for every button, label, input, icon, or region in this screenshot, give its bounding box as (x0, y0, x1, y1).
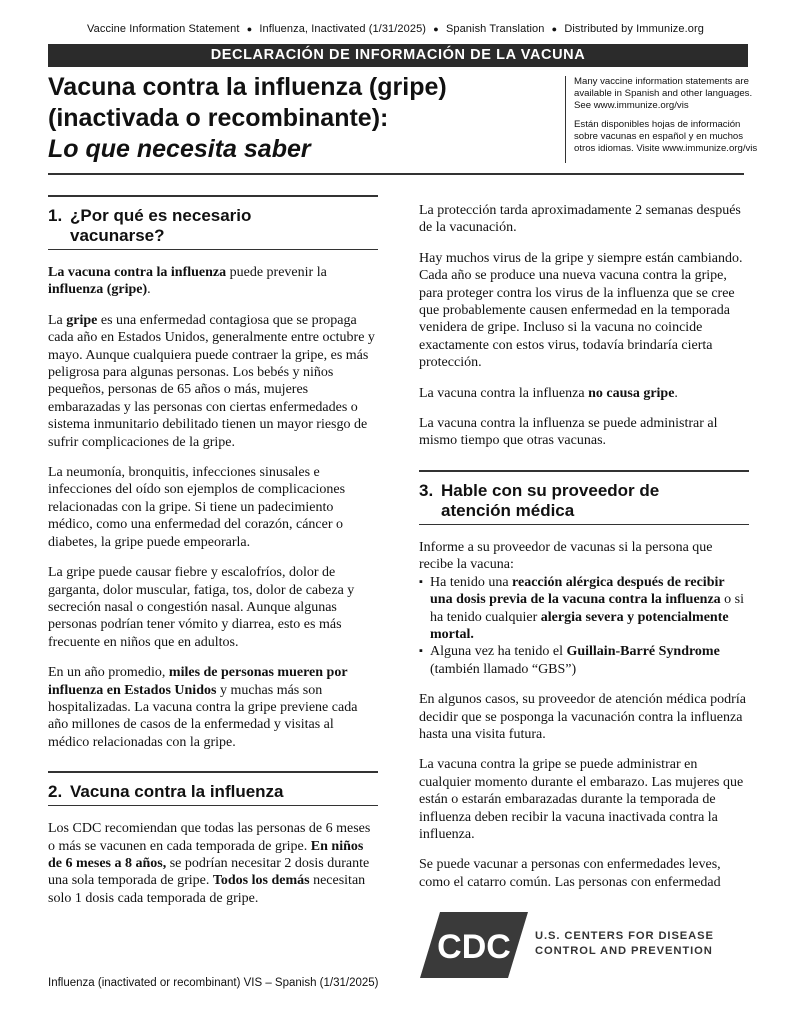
paragraph: Informe a su proveedor de vacunas si la persona que recibe la vacuna: (419, 539, 713, 573)
right-column (419, 202, 749, 904)
title-line-1: Vacuna contra la influenza (gripe) (48, 73, 447, 101)
paragraph: Se puede vacunar a personas con enfermedades leves, como el catarro común. Las personas con enfermedad (419, 857, 721, 890)
title-line-2: (inactivada o recombinante): (48, 104, 389, 132)
paragraph: La vacuna contra la influenza no causa gripe. (419, 385, 678, 401)
footer-text: Influenza (inactivated or recombinant) VIS – Spanish (1/31/2025) (48, 977, 379, 989)
meta-item: Distributed by Immunize.org (564, 23, 704, 35)
paragraph: La neumonía, bronquitis, infecciones sinusales e infecciones del oído son ejemplos de complicaciones relacionadas con la gripe. Si tiene un padecimiento médico, como una enfermedad del corazón, cáncer o diabetes, la gripe puede empeorarla. (48, 465, 346, 550)
document-title (48, 72, 548, 165)
paragraph: La vacuna contra la influenza puede prevenir la influenza (gripe). (48, 265, 327, 298)
paragraph: La gripe puede causar fiebre y escalofríos, dolor de garganta, dolor muscular, fatiga, tos, dolor de cabeza y secreción nasal o congestión nasal. Aunque algunas personas podrían tener vómito y diarrea, esto es más frecuente en niños que en adultos. (48, 565, 355, 650)
section-number: 3. (419, 480, 434, 500)
bullet-dot-icon: ● (433, 24, 439, 34)
language-note-es: Están disponibles hojas de información sobre vacunas en español y en muchos otros idiomas. Visite www.immunize.org/vis (574, 119, 758, 154)
bullet-dot-icon: ● (246, 24, 253, 34)
title-line-3: Lo que necesita saber (48, 135, 311, 163)
cdc-name-line: U.S. CENTERS FOR DISEASE (535, 930, 714, 942)
paragraph: En un año promedio, miles de personas mueren por influenza en Estados Unidos y muchas más son hospitalizadas. La vacuna contra la gripe previene cada año millones de casos de la enfermedad y visitas al médico relacionadas con la gripe. (48, 665, 358, 750)
section-heading-line: Hable con su proveedor de (441, 480, 660, 500)
bullet-list (419, 574, 749, 678)
paragraph: La vacuna contra la gripe se puede administrar en cualquier momento durante el embarazo. Las mujeres que están o estarán embarazadas durante la temporada de influenza deben recibir la vacuna inactivada contra la influenza. (419, 757, 744, 842)
paragraph: La gripe es una enfermedad contagiosa que se propaga cada año en Estados Unidos, generalmente entre octubre y mayo. Aunque cualquiera puede contraer la gripe, es más peligrosa para algunas personas. Los bebés y niños pequeños, personas de 65 años o más, mujeres embarazadas y las personas con ciertas enfermedades o sistema inmunitario debilitado tienen un mayor riesgo de sufrir complicaciones de la gripe. (48, 312, 375, 450)
paragraph: En algunos casos, su proveedor de atención médica podría decidir que se posponga la vacunación contra la influenza hasta una visita futura. (419, 692, 746, 742)
list-item: ▪ Alguna vez ha tenido el Guillain-Barré Syndrome (también llamado “GBS”) (419, 643, 749, 678)
section-heading-line: ¿Por qué es necesario (70, 206, 252, 225)
section-1-heading (48, 195, 378, 250)
bullet-dot-icon: ● (551, 24, 558, 34)
section-heading-line: vacunarse? (70, 226, 165, 245)
title-divider (48, 173, 744, 175)
document-banner: DECLARACIÓN DE INFORMACIÓN DE LA VACUNA (48, 44, 748, 67)
section-number: 2. (48, 782, 63, 802)
cdc-logo-icon (420, 912, 528, 978)
paragraph: Los CDC recomiendan que todas las personas de 6 meses o más se vacunen en cada temporada de gripe. En niños de 6 meses a 8 años, se podrían necesitar 2 dosis durante una sola temporada de gripe. Todos los demás necesitan solo 1 dosis cada temporada de gripe. (48, 821, 371, 906)
section-heading-line: atención médica (441, 500, 575, 520)
left-column (48, 195, 378, 920)
cdc-name (535, 929, 714, 959)
meta-item: Influenza, Inactivated (1/31/2025) (259, 23, 427, 35)
cdc-name-line: CONTROL AND PREVENTION (535, 945, 713, 957)
paragraph: La vacuna contra la influenza se puede administrar al mismo tiempo que otras vacunas. (419, 416, 718, 449)
cdc-logo-text: CDC (437, 928, 511, 966)
language-note-en: Many vaccine information statements are available in Spanish and other languages. See www.immunize.org/vis (574, 76, 753, 111)
section-heading-line: Vacuna contra la influenza (70, 782, 284, 802)
paragraph: La protección tarda aproximadamente 2 semanas después de la vacunación. (419, 203, 741, 236)
section-2-heading (48, 771, 378, 806)
meta-item: Vaccine Information Statement (87, 23, 240, 35)
language-note (565, 76, 762, 163)
list-item: ▪ Ha tenido una reacción alérgica después de recibir una dosis previa de la vacuna contra la influenza o si ha tenido cualquier alergia severa y potencialmente mortal. (419, 574, 749, 644)
cdc-logo-block (420, 912, 750, 982)
meta-item: Spanish Translation (445, 23, 545, 35)
header-meta-line (0, 23, 791, 35)
section-number: 1. (48, 206, 63, 225)
paragraph: Hay muchos virus de la gripe y siempre están cambiando. Cada año se produce una nueva vacuna contra la gripe, para proteger contra los virus de la influenza que se cree que probablemente causen enfermedad en la temporada venidera de gripe. Incluso si la vacuna no coincide exactamente con estos virus, todavía brindaría cierta protección. (419, 250, 743, 371)
section-3-heading (419, 470, 749, 525)
